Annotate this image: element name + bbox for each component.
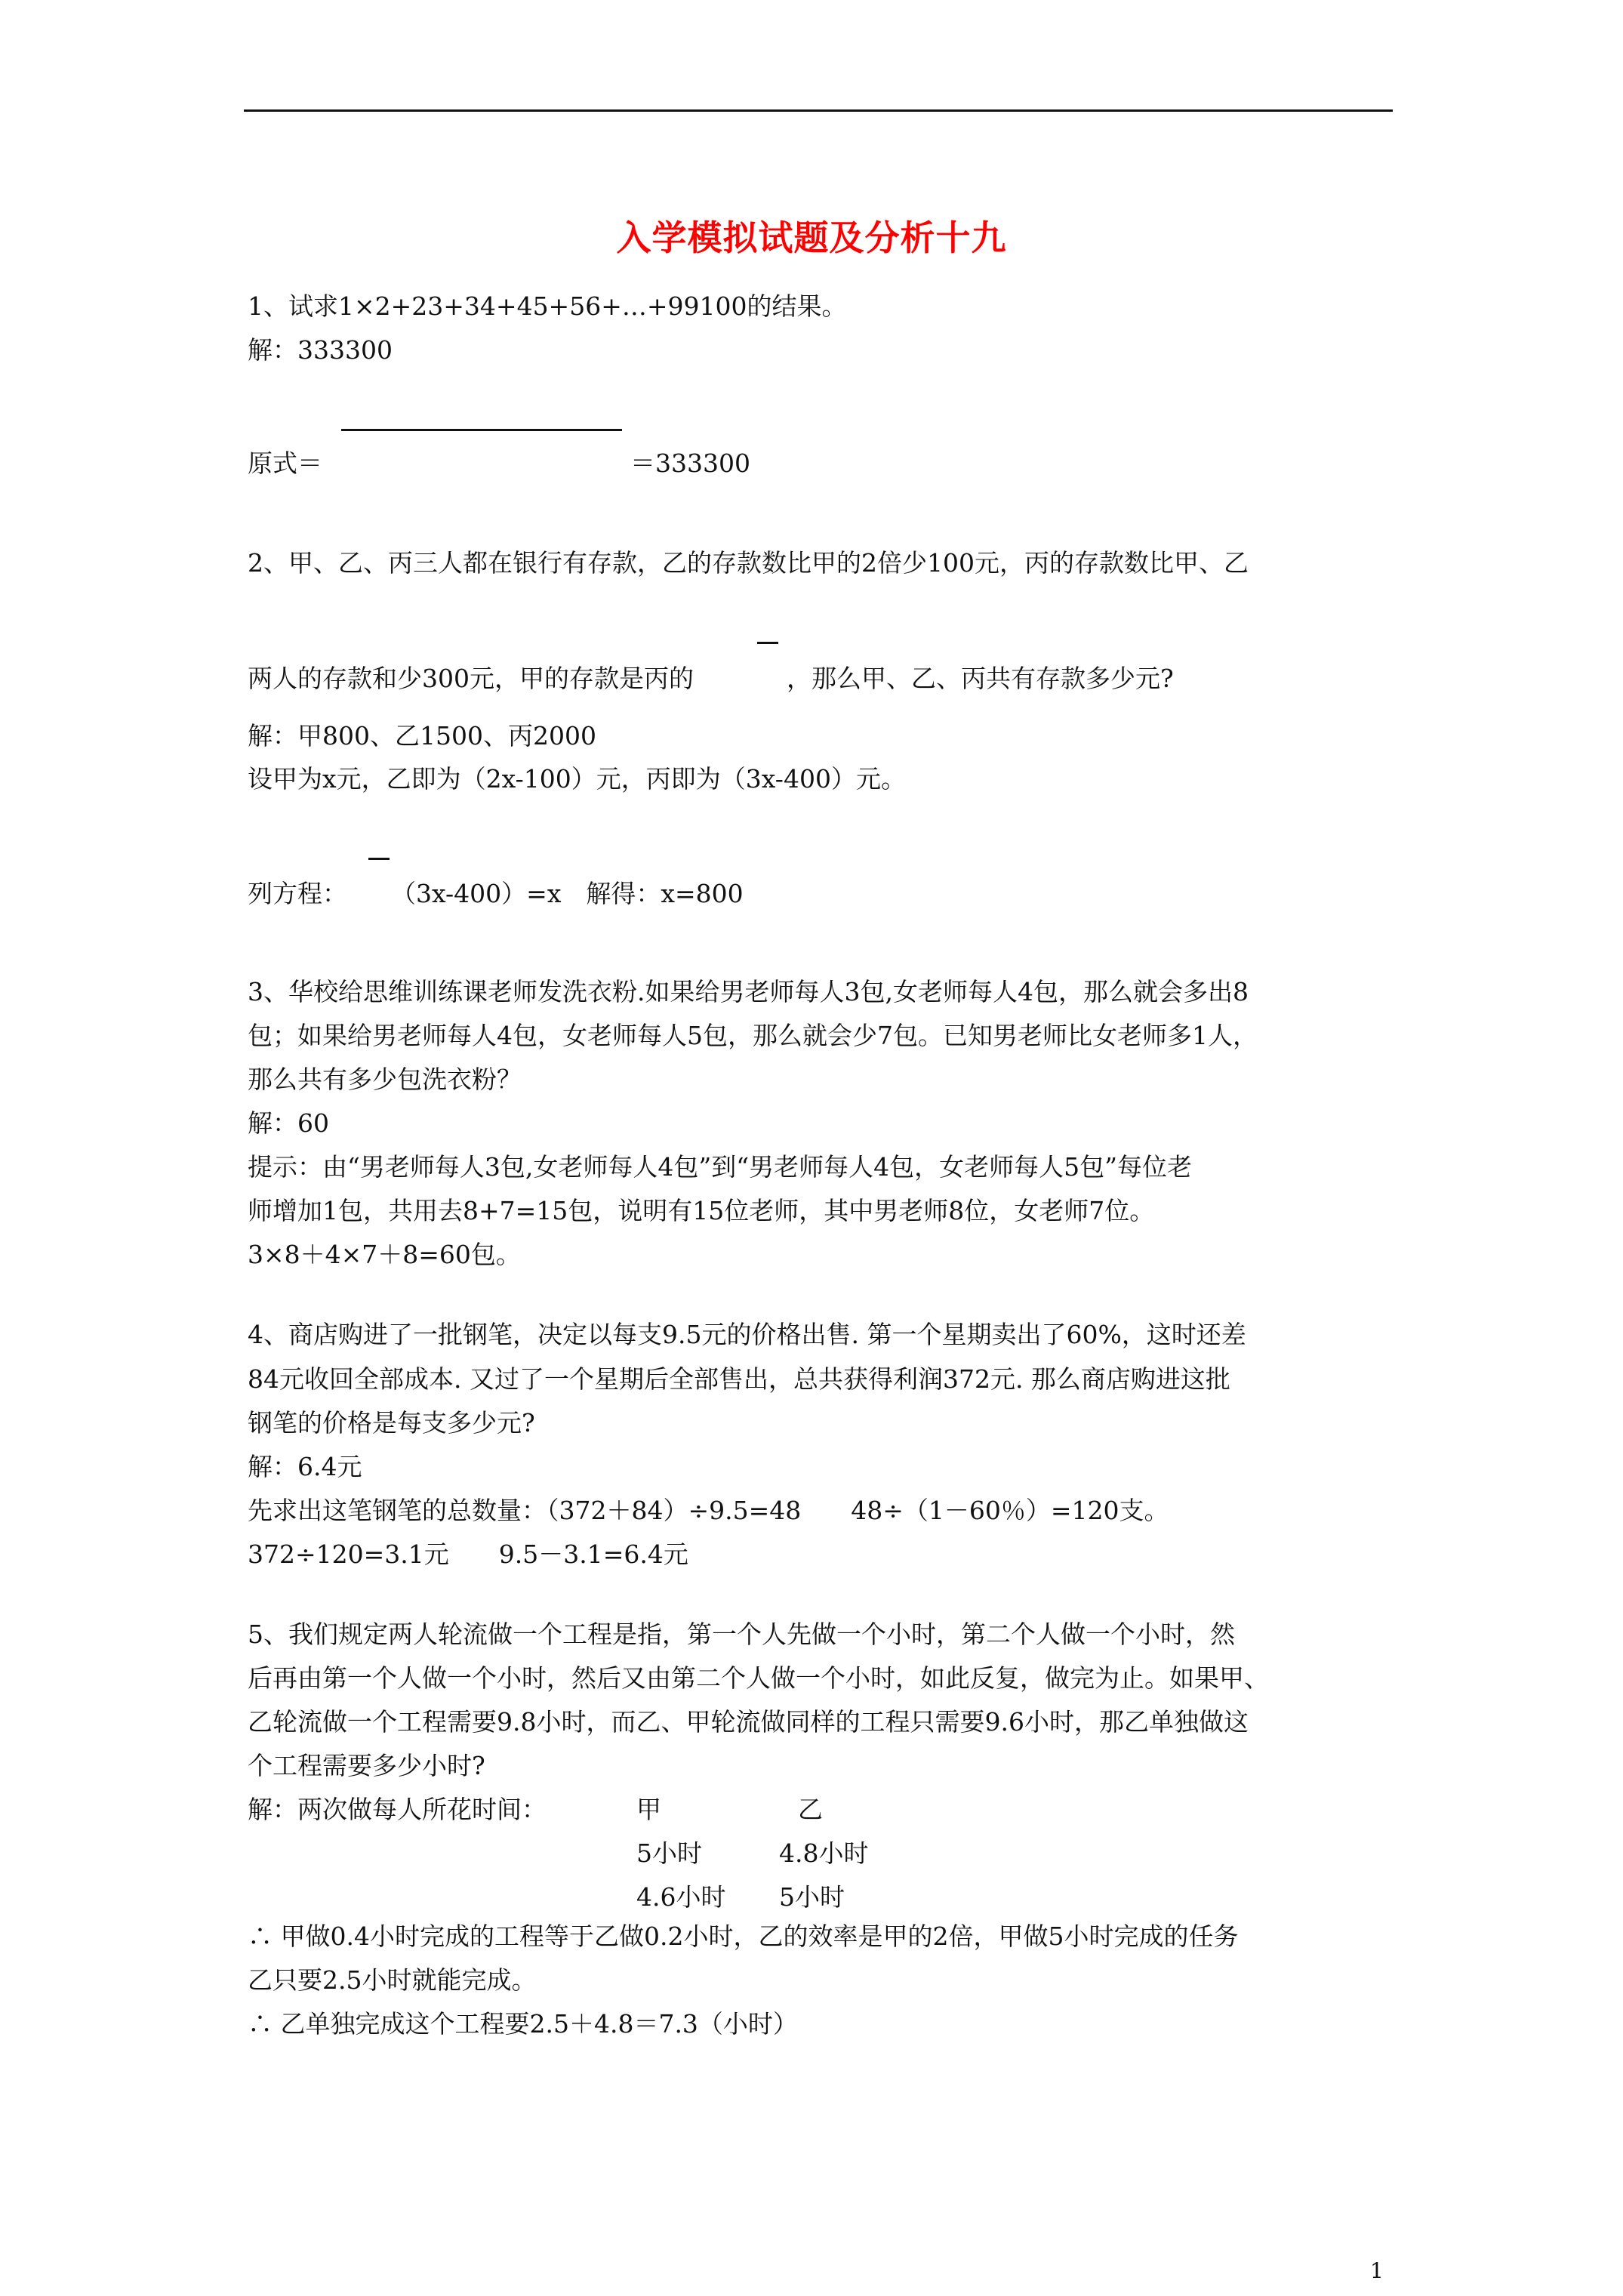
problem-1-answer: 解：333300 [248, 335, 393, 365]
problem-3-hint-line-2: 师增加1包，共用去8+7=15包，说明有15位老师，其中男老师8位，女老师7位。 [248, 1196, 1155, 1225]
header-rule [244, 109, 1393, 112]
problem-4-question-line-1: 4、商店购进了一批钢笔，决定以每支9.5元的价格出售. 第一个星期卖出了60%，这时还差 [248, 1320, 1246, 1349]
time-table-cell: 5小时 [636, 1838, 702, 1868]
problem-3-question-line-2: 包；如果给男老师每人4包，女老师每人5包，那么就会少7包。已知男老师比女老师多1人， [248, 1021, 1258, 1050]
problem-5-question-line-4: 个工程需要多少小时? [248, 1751, 485, 1780]
page-number: 1 [1370, 2258, 1384, 2283]
problem-2-question-line-1: 2、甲、乙、丙三人都在银行有存款，乙的存款数比甲的2倍少100元，丙的存款数比甲、乙 [248, 548, 1249, 578]
page-title: 入学模拟试题及分析十九 [616, 217, 1007, 258]
problem-3-answer: 解：60 [248, 1108, 329, 1138]
problem-2-question-line-2a: 两人的存款和少300元，甲的存款是丙的 [248, 664, 694, 693]
problem-5-reasoning-line-1: ∴ 甲做0.4小时完成的工程等于乙做0.2小时，乙的效率是甲的2倍，甲做5小时完成的任务 [248, 1922, 1239, 1951]
problem-5-conclusion: ∴ 乙单独完成这个工程要2.5＋4.8＝7.3（小时） [248, 2009, 798, 2039]
problem-2-question-line-2b: ，那么甲、乙、丙共有存款多少元? [787, 664, 1174, 693]
problem-5-question-line-3: 乙轮流做一个工程需要9.8小时，而乙、甲轮流做同样的工程只需要9.6小时，那乙单独做这 [248, 1707, 1249, 1737]
problem-4-working-line-1: 先求出这笔钢笔的总数量：（372＋84）÷9.5=48 48÷（1－60％）=120支。 [248, 1496, 1169, 1525]
problem-2-fraction-bar [757, 642, 778, 644]
problem-4-question-line-2: 84元收回全部成本. 又过了一个星期后全部售出，总共获得利润372元. 那么商店购进这批 [248, 1364, 1230, 1394]
problem-1-fraction-bar [341, 429, 622, 431]
time-table-cell: 5小时 [779, 1882, 845, 1912]
time-table-header-yi: 乙 [798, 1795, 823, 1824]
problem-3-question-line-3: 那么共有多少包洗衣粉？ [248, 1065, 522, 1094]
problem-1-formula-label: 原式＝ [248, 448, 322, 478]
problem-4-question-line-3: 钢笔的价格是每支多少元? [248, 1408, 535, 1438]
problem-5-reasoning-line-2: 乙只要2.5小时就能完成。 [248, 1965, 537, 1995]
time-table-cell: 4.8小时 [779, 1838, 869, 1868]
problem-3-hint-line-1: 提示：由“男老师每人3包,女老师每人4包”到“男老师每人4包，女老师每人5包”每位老 [248, 1152, 1192, 1182]
problem-2-setup: 设甲为x元，乙即为（2x-100）元，丙即为（3x-400）元。 [248, 764, 906, 794]
time-table-header-jia: 甲 [636, 1795, 661, 1824]
problem-2-equation-label: 列方程： [248, 879, 347, 908]
problem-4-working-line-2: 372÷120=3.1元 9.5－3.1=6.4元 [248, 1539, 688, 1569]
problem-2-equation: （3x-400）=x 解得：x=800 [391, 879, 744, 908]
problem-3-hint-line-3: 3×8＋4×7＋8=60包。 [248, 1240, 521, 1269]
problem-2-equation-fraction-bar [368, 858, 390, 860]
problem-4-answer: 解：6.4元 [248, 1452, 362, 1481]
problem-5-answer-label: 解：两次做每人所花时间： [248, 1795, 547, 1824]
time-table-cell: 4.6小时 [636, 1882, 726, 1912]
problem-1-formula-result: ＝333300 [630, 448, 750, 478]
problem-3-question-line-1: 3、华校给思维训练课老师发洗衣粉.如果给男老师每人3包,女老师每人4包，那么就会多出8 [248, 977, 1249, 1006]
problem-5-question-line-2: 后再由第一个人做一个小时，然后又由第二个人做一个小时，如此反复，做完为止。如果甲、 [248, 1663, 1269, 1693]
problem-2-answer: 解：甲800、乙1500、丙2000 [248, 721, 596, 750]
problem-1-question: 1、试求1×2+23+34+45+56+…+99100的结果。 [248, 291, 847, 321]
problem-5-question-line-1: 5、我们规定两人轮流做一个工程是指，第一个人先做一个小时，第二个人做一个小时，然 [248, 1620, 1235, 1649]
